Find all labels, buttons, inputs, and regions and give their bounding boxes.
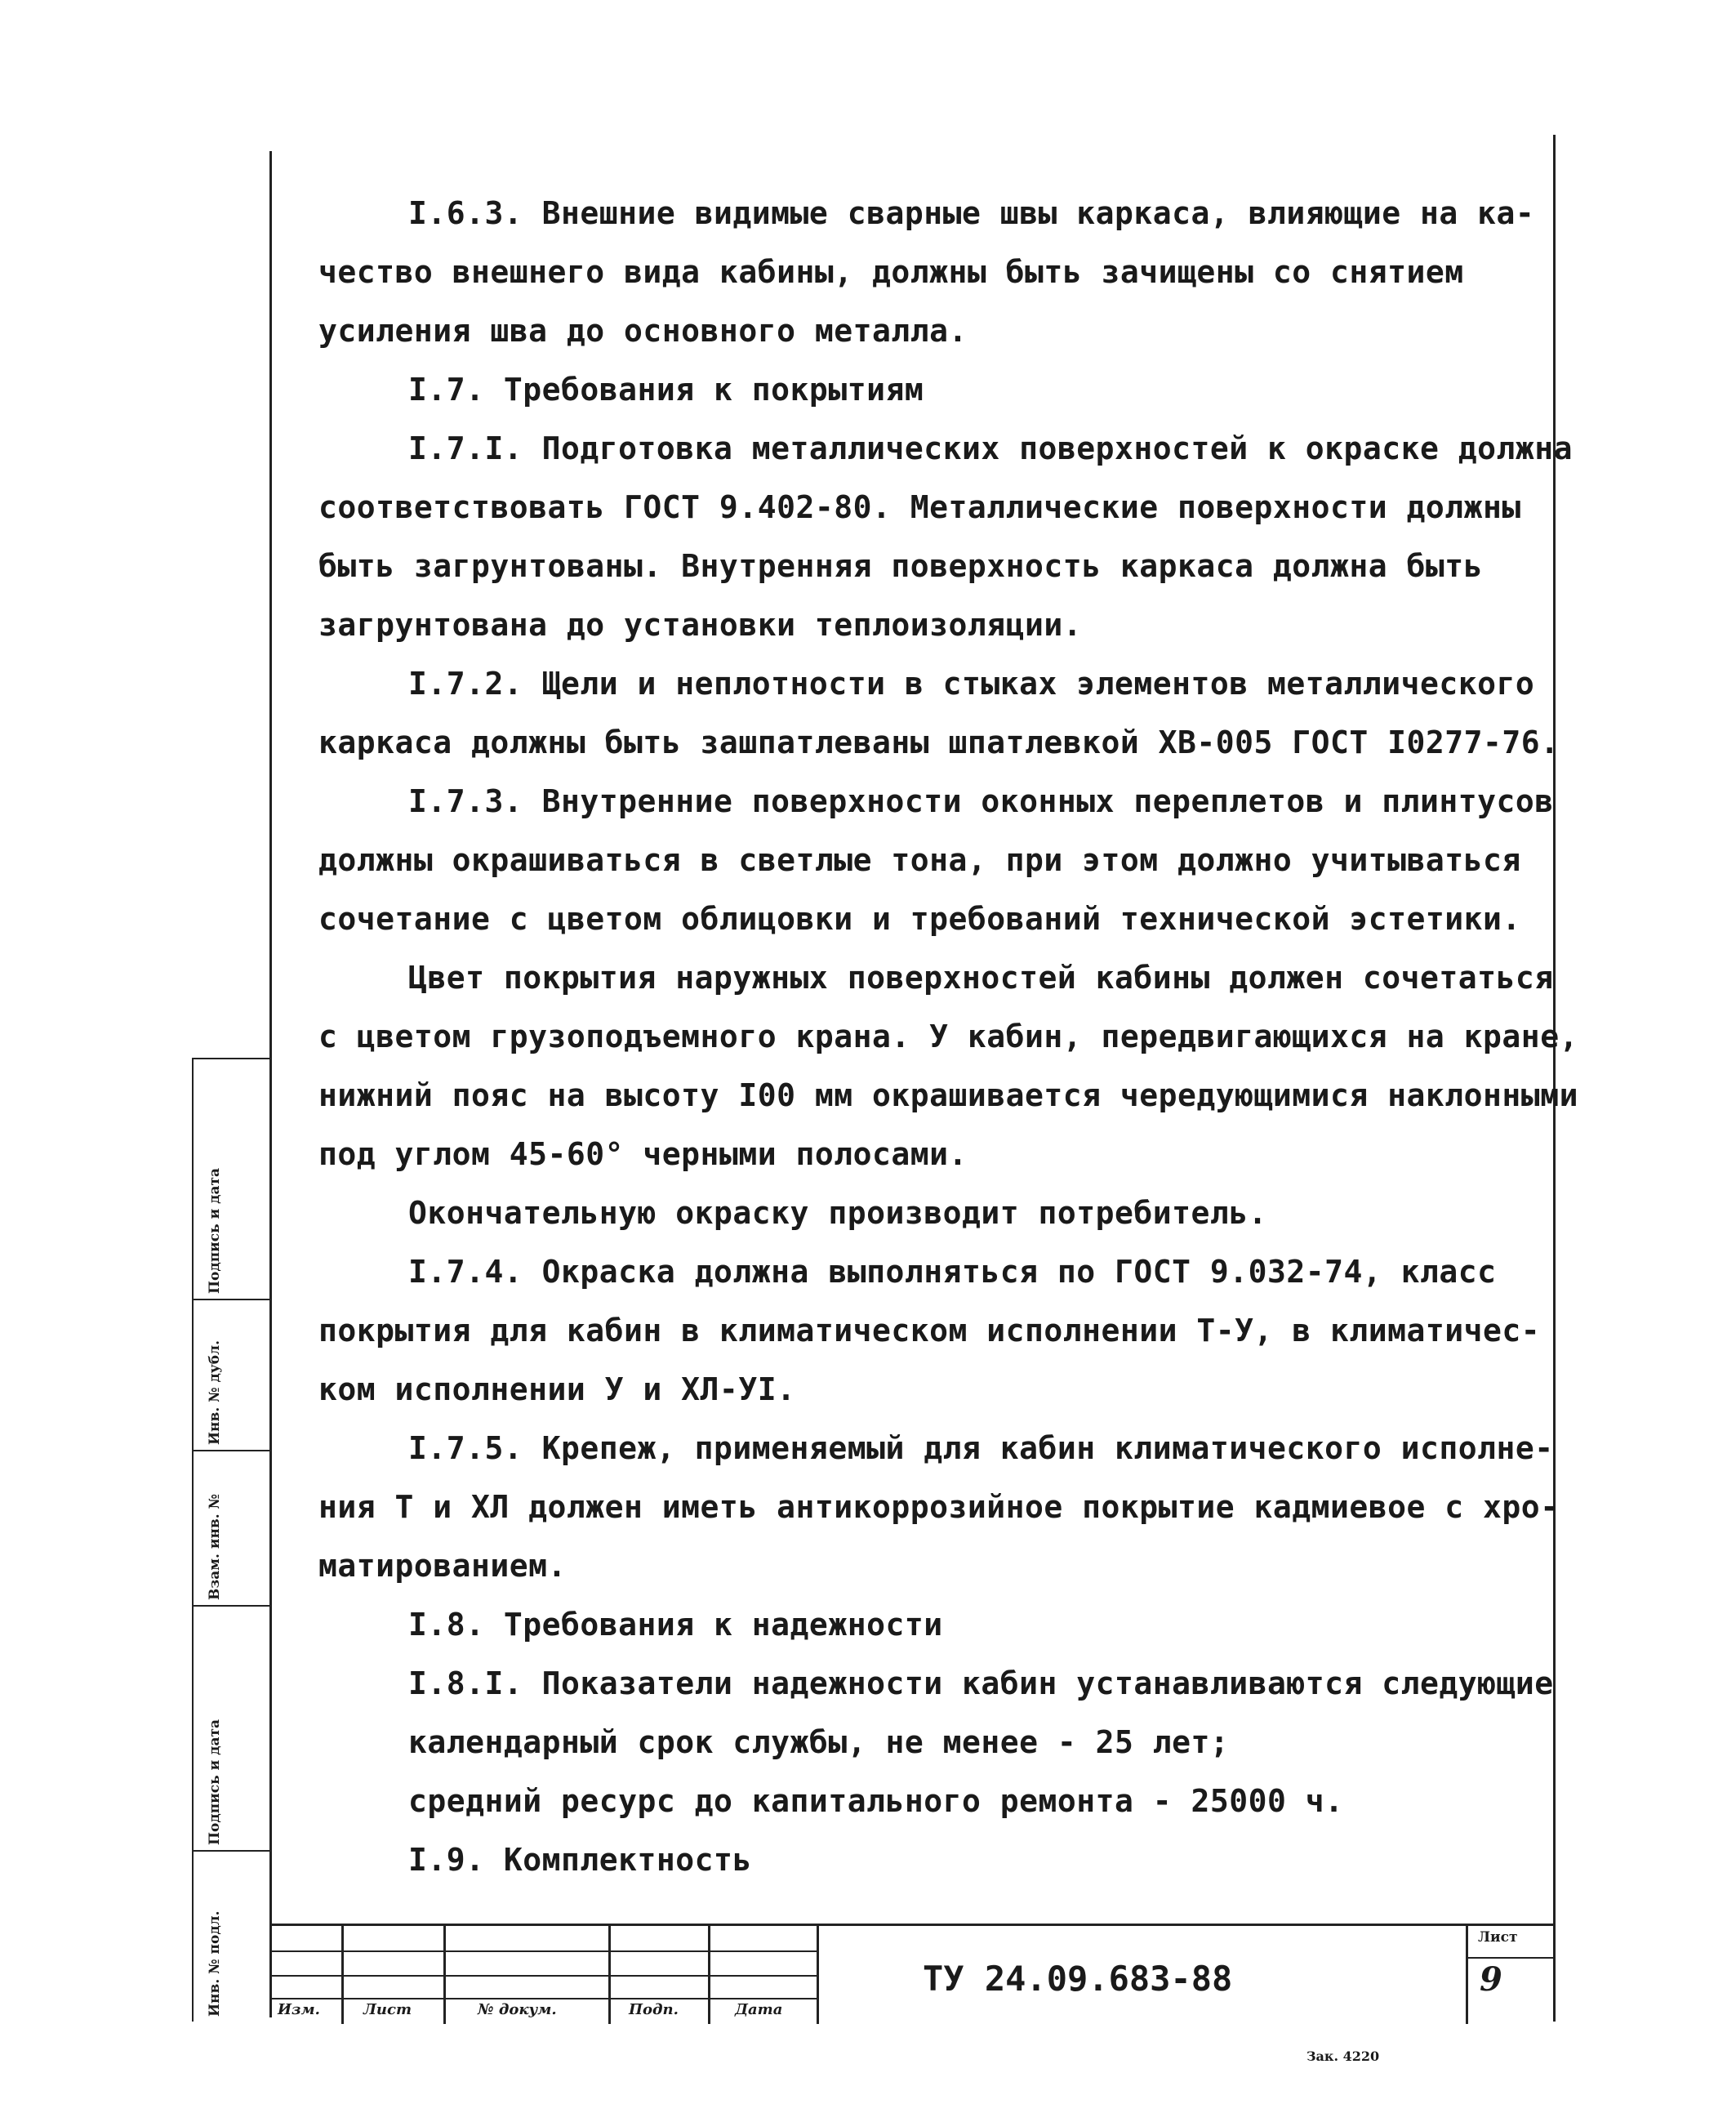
text-line: I.7.2. Щели и неплотности в стыках элементов металлического — [408, 666, 1535, 702]
text-line: календарный срок службы, не менее - 25 лет; — [408, 1724, 1230, 1760]
side-label: Подпись и дата — [207, 1167, 223, 1294]
column-header-signature: Подп. — [629, 2001, 679, 2018]
side-label: Инв. № подл. — [207, 1910, 223, 2017]
text-line: матированием. — [318, 1548, 567, 1584]
text-line: чество внешнего вида кабины, должны быть зачищены со снятием — [318, 254, 1464, 290]
text-line: ния Т и ХЛ должен иметь антикоррозийное покрытие кадмиевое с хро- — [318, 1489, 1560, 1525]
section-heading: I.7. Требования к покрытиям — [408, 372, 924, 408]
text-line: I.6.3. Внешние видимые сварные швы каркаса, влияющие на ка- — [408, 195, 1535, 231]
side-stamp — [192, 1058, 271, 2022]
order-number: Зак. 4220 — [1306, 2048, 1380, 2064]
document-body — [318, 184, 1578, 1889]
text-line: I.7.5. Крепеж, применяемый для кабин климатического исполне- — [408, 1430, 1554, 1466]
side-cell-signature-date — [194, 1605, 271, 1852]
text-line: каркаса должны быть зашпатлеваны шпатлевкой ХВ-005 ГОСТ I0277-76. — [318, 724, 1560, 760]
document-code: ТУ 24.09.683-88 — [923, 1959, 1233, 1999]
text-line: I.8.I. Показатели надежности кабин устанавливаются следующие — [408, 1665, 1554, 1701]
column-header-change: Изм. — [278, 2001, 320, 2018]
text-line: нижний пояс на высоту I00 мм окрашивается чередующимися наклонными — [318, 1077, 1578, 1113]
text-line: Окончательную окраску производит потребитель. — [408, 1195, 1268, 1231]
text-line: I.7.I. Подготовка металлических поверхностей к окраске должна — [408, 430, 1574, 466]
text-line: ком исполнении У и ХЛ-УI. — [318, 1371, 796, 1407]
side-cell-orig-inv — [194, 1850, 271, 2023]
side-cell-dupl-inv — [194, 1299, 271, 1451]
column-header-date: Дата — [735, 2001, 783, 2018]
text-line: покрытия для кабин в климатическом исполнении Т-У, в климатичес- — [318, 1313, 1541, 1349]
text-line: сочетание с цветом облицовки и требований технической эстетики. — [318, 901, 1521, 937]
text-line: с цветом грузоподъемного крана. У кабин, передвигающихся на кране, — [318, 1019, 1578, 1054]
text-line: Цвет покрытия наружных поверхностей кабины должен сочетаться — [408, 960, 1554, 996]
title-block — [269, 1924, 1553, 2024]
side-label: Инв. № дубл. — [207, 1340, 223, 1445]
sheet-label: Лист — [1478, 1929, 1518, 1946]
text-line: I.7.4. Окраска должна выполняться по ГОСТ 9.032-74, класс — [408, 1254, 1497, 1290]
column-header-doc-number: № докум. — [478, 2001, 557, 2018]
column-header-sheet: Лист — [363, 2001, 412, 2018]
side-label: Подпись и дата — [207, 1719, 223, 1845]
text-line: I.7.3. Внутренние поверхности оконных переплетов и плинтусов — [408, 783, 1554, 819]
side-label: Взам. инв. № — [207, 1493, 223, 1600]
side-cell-signature-date — [194, 1058, 271, 1300]
section-heading: I.8. Требования к надежности — [408, 1607, 943, 1643]
text-line: средний ресурс до капитального ремонта - 25000 ч. — [408, 1783, 1344, 1819]
sheet-number: 9 — [1480, 1960, 1502, 1999]
side-cell-replaced-inv — [194, 1450, 271, 1607]
text-line: загрунтована до установки теплоизоляции. — [318, 607, 1083, 643]
section-heading: I.9. Комплектность — [408, 1842, 752, 1878]
text-line: быть загрунтованы. Внутренняя поверхность каркаса должна быть — [318, 548, 1484, 584]
text-line: усиления шва до основного металла. — [318, 313, 968, 349]
text-line: должны окрашиваться в светлые тона, при этом должно учитываться — [318, 842, 1521, 878]
text-line: под углом 45-60° черными полосами. — [318, 1136, 968, 1172]
text-line: соответствовать ГОСТ 9.402-80. Металлические поверхности должны — [318, 489, 1521, 525]
